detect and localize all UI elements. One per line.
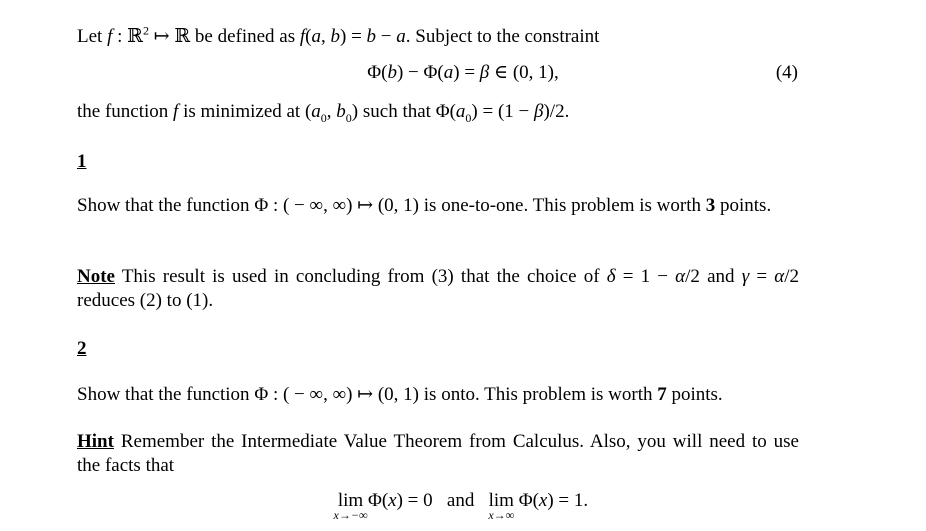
note-text-c: reduces (2) to (1). (77, 290, 214, 311)
s2-problem-pre: Show that the function (77, 384, 250, 405)
section-2-heading: 2 (77, 338, 87, 359)
intro-subject: . Subject to the constraint (405, 26, 600, 47)
s2-points: 7 (657, 384, 667, 405)
constraint-equation: Φ(b) − Φ(a) = β ∈ (0, 1), (367, 62, 559, 83)
hint-text: Remember the Intermediate Value Theorem from Calculus. Also, you will need to use the facts that (77, 431, 799, 476)
section-2-problem: Show that the function Φ : ( − ∞, ∞) ↦ (0, 1) is onto. This problem is worth 7 points. (77, 384, 723, 405)
s2-problem-mid: is onto. This problem is worth (423, 384, 653, 405)
minimizer-text-c: such that (362, 101, 431, 122)
s2-problem-post: points. (671, 384, 723, 405)
minimizer-text-b: is minimized at (183, 101, 301, 122)
section-1-problem: Show that the function Φ : ( − ∞, ∞) ↦ (0, 1) is one-to-one. This problem is worth 3 points. (77, 195, 772, 216)
note-label: Note (77, 266, 115, 287)
hint-label: Hint (77, 431, 114, 452)
note-paragraph: Note This result is used in concluding from (3) that the choice of δ = 1 − α/2 and γ = α/2 reduces (2) to (1). (77, 266, 800, 311)
intro-defined: be defined as (194, 26, 296, 47)
s1-problem-post: points. (720, 195, 772, 216)
limits-and: and (446, 490, 475, 511)
equation-number: (4) (775, 62, 798, 83)
minimizer-text-a: the function (77, 101, 169, 122)
s1-problem-mid: is one-to-one. This problem is worth (423, 195, 701, 216)
s1-points: 3 (705, 195, 716, 216)
note-text-a: This result is used in concluding from (3) that the choice of (121, 266, 600, 287)
section-1-heading: 1 (77, 151, 87, 172)
minimizer-paragraph: the function f is minimized at ($a_0$, $b_0$) such that $\Phi(a_0) = (1 - \beta)/2$. (77, 101, 570, 125)
s1-problem-pre: Show that the function (77, 195, 250, 216)
intro-let: Let (77, 26, 103, 47)
note-text-b: and (707, 266, 735, 287)
hint-paragraph (77, 430, 799, 478)
intro-paragraph: Let f : ℝ$^2$ ↦ ℝ be defined as f(a, b) = b − a. Subject to the constraint (77, 23, 600, 47)
limits-equation: lim x→−∞ Φ(x) = 0 and lim x→∞ Φ(x) = 1. (333, 490, 589, 522)
